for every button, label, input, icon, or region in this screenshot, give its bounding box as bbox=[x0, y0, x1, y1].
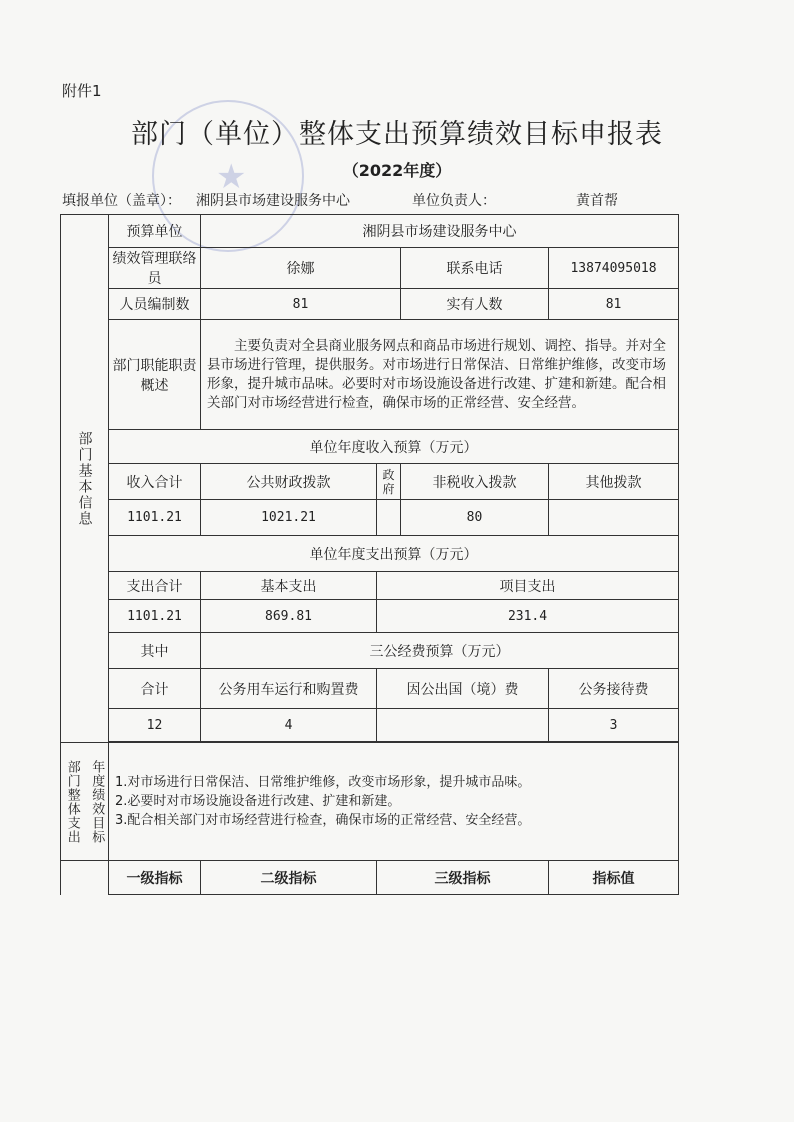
expense-header-total: 支出合计 bbox=[109, 572, 201, 600]
income-value-total: 1101.21 bbox=[109, 500, 201, 536]
section-basic-label: 部门基本信息 bbox=[76, 430, 93, 527]
income-value-public: 1021.21 bbox=[201, 500, 377, 536]
three-public-heading: 三公经费预算（万元） bbox=[201, 633, 679, 669]
table-row bbox=[61, 320, 679, 430]
fill-unit-label: 填报单位（盖章）： bbox=[62, 193, 181, 209]
year-label: （2022年度） bbox=[342, 161, 452, 180]
goals-cell bbox=[109, 743, 679, 861]
fill-unit-value: 湘阴县市场建设服务中心 bbox=[196, 193, 350, 209]
three-public-value-abroad bbox=[377, 709, 549, 742]
income-header-public: 公共财政拨款 bbox=[201, 464, 377, 500]
goals-left-label: 部门整体支出 bbox=[64, 759, 80, 844]
page-title: 部门（单位）整体支出预算绩效目标申报表 bbox=[131, 119, 663, 150]
fill-head-value: 黄首帮 bbox=[576, 193, 618, 209]
income-header-gov: 政府 bbox=[377, 464, 401, 500]
table-row bbox=[61, 709, 679, 742]
goal-item-3: 3.配合相关部门对市场经营进行检查，确保市场的正常经营、安全经营。 bbox=[115, 813, 531, 828]
staff-value: 81 bbox=[201, 289, 401, 320]
three-public-left-label: 其中 bbox=[109, 633, 201, 669]
three-public-value-reception: 3 bbox=[549, 709, 679, 742]
staff-label: 人员编制数 bbox=[109, 289, 201, 320]
expense-value-basic: 869.81 bbox=[201, 600, 377, 633]
income-heading: 单位年度收入预算（万元） bbox=[109, 430, 679, 464]
three-public-header-abroad: 因公出国（境）费 bbox=[377, 669, 549, 709]
duty-text: 主要负责对全县商业服务网点和商品市场进行规划、调控、指导。并对全县市场进行管理，提供服务。对市场进行日常保洁、日常维护维修，改变市场形象，提升城市品味。必要时对市场设施设备进行改建、扩建和新建。配合相关部门对市场经营进行检查，确保市场的正常经营、安全经营。 bbox=[201, 320, 679, 430]
table-row bbox=[61, 430, 679, 464]
actual-label: 实有人数 bbox=[401, 289, 549, 320]
three-public-value-total: 12 bbox=[109, 709, 201, 742]
budget-unit-value: 湘阴县市场建设服务中心 bbox=[201, 215, 679, 248]
income-value-nontax: 80 bbox=[401, 500, 549, 536]
income-header-total: 收入合计 bbox=[109, 464, 201, 500]
indicator-header-3: 三级指标 bbox=[377, 861, 549, 895]
table-row bbox=[61, 572, 679, 600]
phone-value: 13874095018 bbox=[549, 248, 679, 289]
fill-head-label: 单位负责人： bbox=[412, 193, 496, 209]
table-row bbox=[61, 500, 679, 536]
income-value-gov bbox=[377, 500, 401, 536]
expense-header-project: 项目支出 bbox=[377, 572, 679, 600]
income-header-nontax: 非税收入拨款 bbox=[401, 464, 549, 500]
table-row bbox=[61, 861, 679, 895]
three-public-header-reception: 公务接待费 bbox=[549, 669, 679, 709]
three-public-header-car: 公务用车运行和购置费 bbox=[201, 669, 377, 709]
table-row bbox=[61, 633, 679, 669]
expense-value-total: 1101.21 bbox=[109, 600, 201, 633]
section-basic-cell bbox=[61, 215, 109, 743]
budget-unit-label: 预算单位 bbox=[109, 215, 201, 248]
income-value-other bbox=[549, 500, 679, 536]
attachment-label: 附件1 bbox=[62, 82, 102, 100]
table-row bbox=[61, 669, 679, 709]
seal-star-icon: ★ bbox=[216, 157, 247, 197]
three-public-header-total: 合计 bbox=[109, 669, 201, 709]
expense-header-basic: 基本支出 bbox=[201, 572, 377, 600]
table-row bbox=[61, 289, 679, 320]
income-header-other: 其他拨款 bbox=[549, 464, 679, 500]
expense-heading: 单位年度支出预算（万元） bbox=[109, 536, 679, 572]
goal-item-2: 2.必要时对市场设施设备进行改建、扩建和新建。 bbox=[115, 794, 401, 809]
phone-label: 联系电话 bbox=[401, 248, 549, 289]
goals-right-label: 年度绩效目标 bbox=[89, 759, 105, 844]
expense-value-project: 231.4 bbox=[377, 600, 679, 633]
table-row bbox=[61, 536, 679, 572]
indicator-header-1: 一级指标 bbox=[109, 861, 201, 895]
indicator-header-2: 二级指标 bbox=[201, 861, 377, 895]
indicator-header-4: 指标值 bbox=[549, 861, 679, 895]
three-public-value-car: 4 bbox=[201, 709, 377, 742]
performance-table bbox=[60, 214, 679, 895]
actual-value: 81 bbox=[549, 289, 679, 320]
goals-label-cell bbox=[61, 743, 109, 861]
table-row bbox=[61, 600, 679, 633]
table-row bbox=[61, 215, 679, 248]
table-row bbox=[61, 248, 679, 289]
contact-value: 徐娜 bbox=[201, 248, 401, 289]
goal-item-1: 1.对市场进行日常保洁、日常维护维修，改变市场形象，提升城市品味。 bbox=[115, 775, 531, 790]
duty-label: 部门职能职责概述 bbox=[109, 320, 201, 430]
contact-label: 绩效管理联络员 bbox=[109, 248, 201, 289]
table-row bbox=[61, 743, 679, 861]
table-row bbox=[61, 464, 679, 500]
indicator-blank-cell bbox=[61, 861, 109, 895]
